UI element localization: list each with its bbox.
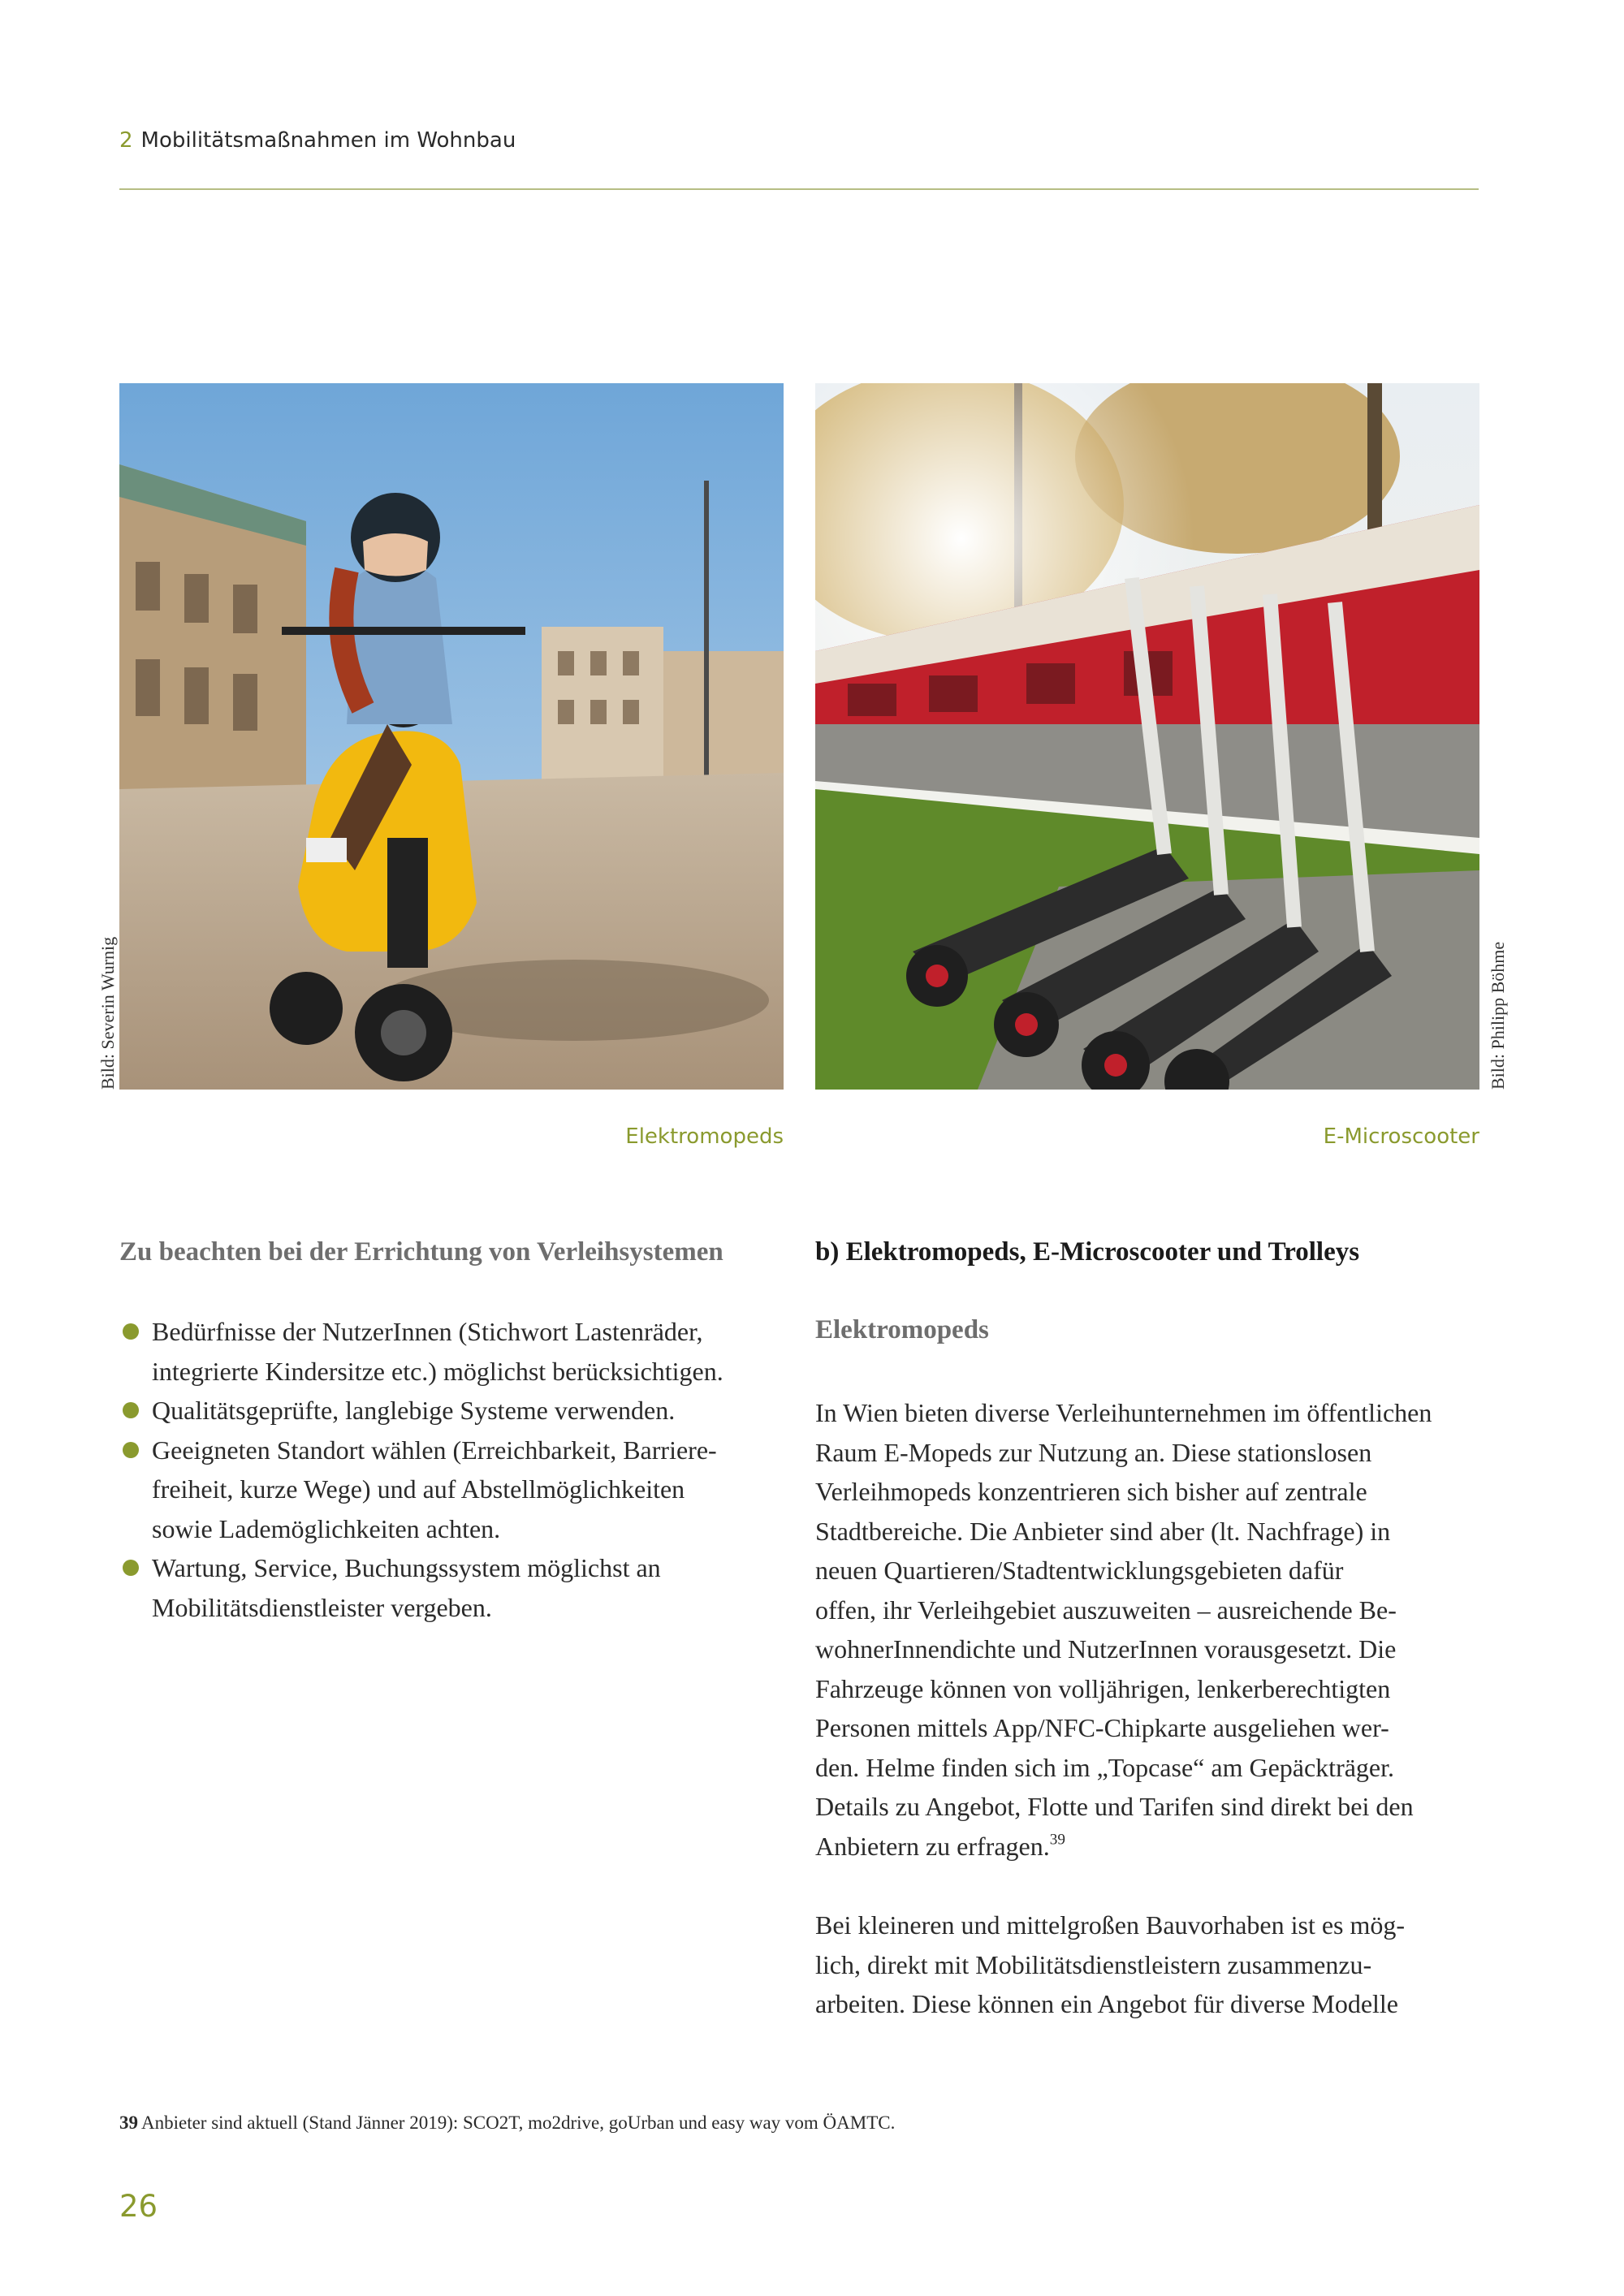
list-item-line: Wartung, Service, Buchungssystem möglichst an [152,1553,661,1582]
list-item-line: integrierte Kindersitze etc.) möglichst berücksichtigen. [152,1356,723,1386]
chapter-title: Mobilitätsmaßnahmen im Wohnbau [140,128,516,153]
list-item-line: Bedürfnisse der NutzerInnen (Stichwort Lastenräder, [152,1317,703,1346]
paragraph-line: Personen mittels App/NFC-Chipkarte ausgeliehen wer- [815,1713,1389,1742]
list-item [119,1312,793,1391]
list-item [119,1391,793,1431]
footnote [119,2113,895,2134]
paragraph-line: Fahrzeuge können von volljährigen, lenkerberechtigten [815,1673,1391,1703]
footnote-text: Anbieter sind aktuell (Stand Jänner 2019): SCO2T, mo2drive, goUrban und easy way vom ÖAMTC. [141,2113,896,2133]
section-heading-verleihsysteme: Zu beachten bei der Errichtung von Verleihsystemen [119,1237,723,1267]
list-item-line: Mobilitätsdienstleister vergeben. [152,1592,492,1622]
elektromoped-photo [119,383,784,1090]
list-item-line: Geeigneten Standort wählen (Erreichbarkeit, Barriere- [152,1435,717,1465]
chapter-number: 2 [119,128,133,153]
footnote-reference[interactable]: 39 [1049,1831,1065,1849]
paragraph-line: den. Helme finden sich im „Topcase“ am Gepäckträger. [815,1752,1395,1782]
bullet-list [119,1312,793,1627]
paragraph-line: neuen Quartieren/Stadtentwicklungsgebieten dafür [815,1556,1344,1585]
paragraph-line: In Wien bieten diverse Verleihunternehmen im öffentlichen [815,1398,1432,1427]
subheading-elektromopeds: Elektromopeds [815,1315,989,1344]
bullet-dot-icon [123,1323,139,1340]
paragraph-line: Raum E-Mopeds zur Nutzung an. Diese stationslosen [815,1437,1372,1467]
paragraph-line: Bei kleineren und mittelgroßen Bauvorhaben ist es mög- [815,1910,1406,1940]
paragraph-line: Stadtbereiche. Die Anbieter sind aber (lt. Nachfrage) in [815,1516,1391,1546]
page-number: 26 [119,2189,158,2224]
paragraph-line: offen, ihr Verleihgebiet auszuweiten – ausreichende Be- [815,1595,1397,1625]
paragraph-line: arbeiten. Diese können ein Angebot für diverse Modelle [815,1989,1398,2018]
caption-elektromopeds: Elektromopeds [625,1124,784,1149]
body-paragraph-2 [815,1905,1489,2024]
header-rule [119,188,1479,190]
list-item [119,1431,793,1549]
list-item-line: sowie Lademöglichkeiten achten. [152,1513,501,1543]
bullet-dot-icon [123,1560,139,1576]
paragraph-line: wohnerInnendichte und NutzerInnen vorausgesetzt. Die [815,1634,1397,1664]
body-paragraph-1 [815,1393,1489,1866]
paragraph-line: Details zu Angebot, Flotte und Tarifen sind direkt bei den [815,1792,1414,1821]
list-item [119,1548,793,1627]
e-microscooter-photo [815,383,1479,1090]
paragraph-line [815,1827,1489,1867]
paragraph-last-line: Anbietern zu erfragen. [815,1831,1050,1861]
bullet-dot-icon [123,1442,139,1458]
e-microscooter-illustration [815,383,1479,1090]
caption-e-microscooter: E-Microscooter [1323,1124,1479,1149]
list-item-line: Qualitätsgeprüfte, langlebige Systeme verwenden. [152,1396,676,1425]
elektromoped-illustration [119,383,784,1090]
paragraph-line: Verleihmopeds konzentrieren sich bisher auf zentrale [815,1477,1367,1506]
paragraph-line: lich, direkt mit Mobilitätsdienstleistern zusammenzu- [815,1949,1372,1979]
running-header [119,128,516,153]
photo-credit-right: Bild: Philipp Böhme [1488,941,1508,1090]
bullet-dot-icon [123,1402,139,1418]
section-heading-elektromopeds-microscooter-trolleys: b) Elektromopeds, E-Microscooter und Trolleys [815,1237,1360,1267]
footnote-number: 39 [119,2113,138,2133]
list-item-line: freiheit, kurze Wege) und auf Abstellmöglichkeiten [152,1474,685,1504]
photo-credit-left: Bild: Severin Wurnig [97,936,118,1090]
